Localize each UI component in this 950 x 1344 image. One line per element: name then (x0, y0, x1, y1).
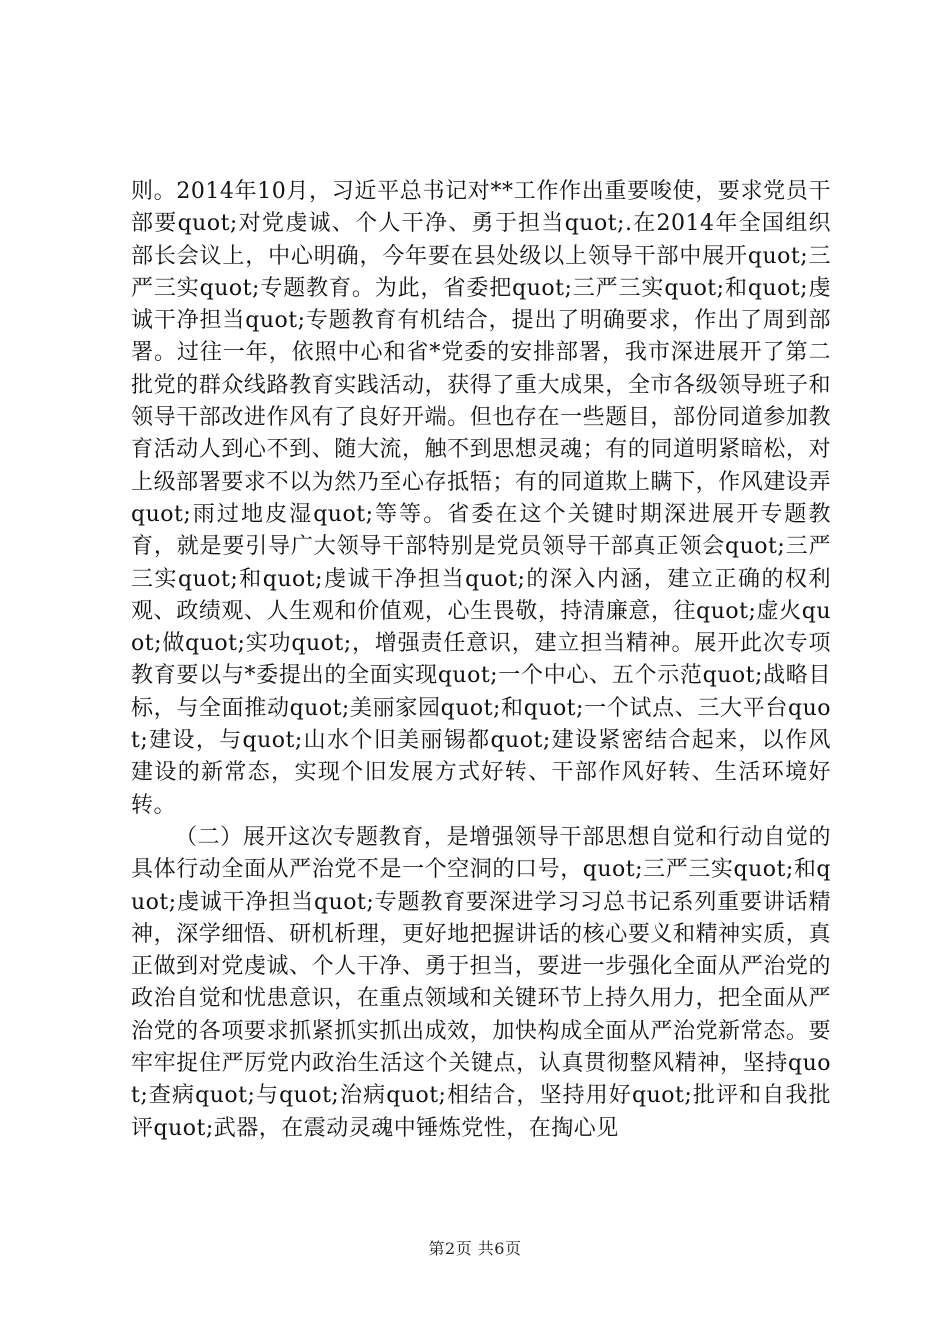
paragraph-2: （二）展开这次专题教育，是增强领导干部思想自觉和行动自觉的具体行动全面从严治党不是一个空洞的口号，quot;三严三实quot;和quot;虔诚干净担当quot;专题教育要深进学习习总书记系列重要讲话精神，深学细悟、研机析理，更好地把握讲话的核心要义和精神实质，真正做到对党虔诚、个人干净、勇于担当，要进一步强化全面从严治党的政治自觉和忧患意识，在重点领域和关键环节上持久用力，把全面从严治党的各项要求抓紧抓实抓出成效，加快构成全面从严治党新常态。要牢牢捉住严厉党内政治生活这个关键点，认真贯彻整风精神，坚持quot;查病quot;与quot;治病quot;相结合，坚持用好quot;批评和自我批评quot;武器，在震动灵魂中锤炼党性，在掏心见 (131, 824, 831, 1141)
page-number-indicator: 第2页 共6页 (428, 1239, 522, 1258)
document-body (131, 176, 831, 1145)
page-footer (0, 1239, 950, 1259)
paragraph-1: 则。2014年10月，习近平总书记对**工作作出重要唆使，要求党员干部要quot;对党虔诚、个人干净、勇于担当quot;.在2014年全国组织部长会议上，中心明确，今年要在县处级以上领导干部中展开quot;三严三实quot;专题教育。为此，省委把quot;三严三实quot;和quot;虔诚干净担当quot;专题教育有机结合，提出了明确要求，作出了周到部署。过往一年，依照中心和省*党委的安排部署，我市深进展开了第二批党的群众线路教育实践活动，获得了重大成果，全市各级领导班子和领导干部改进作风有了良好开端。但也存在一些题目，部份同道参加教育活动人到心不到、随大流，触不到思想灵魂；有的同道明紧暗松，对上级部署要求不以为然乃至心存抵牾；有的同道欺上瞒下，作风建设弄quot;雨过地皮湿quot;等等。省委在这个关键时期深进展开专题教育，就是要引导广大领导干部特别是党员领导干部真正领会quot;三严三实quot;和quot;虔诚干净担当quot;的深入内涵，建立正确的权利观、政绩观、人生观和价值观，心生畏敬，持清廉意，往quot;虚火quot;做quot;实功quot;，增强责任意识，建立担当精神。展开此次专项教育要以与*委提出的全面实现quot;一个中心、五个示范quot;战略目标，与全面推动quot;美丽家园quot;和quot;一个试点、三大平台quot;建设，与quot;山水个旧美丽锡都quot;建设紧密结合起来，以作风建设的新常态，实现个旧发展方式好转、干部作风好转、生活环境好转。 (131, 179, 831, 818)
